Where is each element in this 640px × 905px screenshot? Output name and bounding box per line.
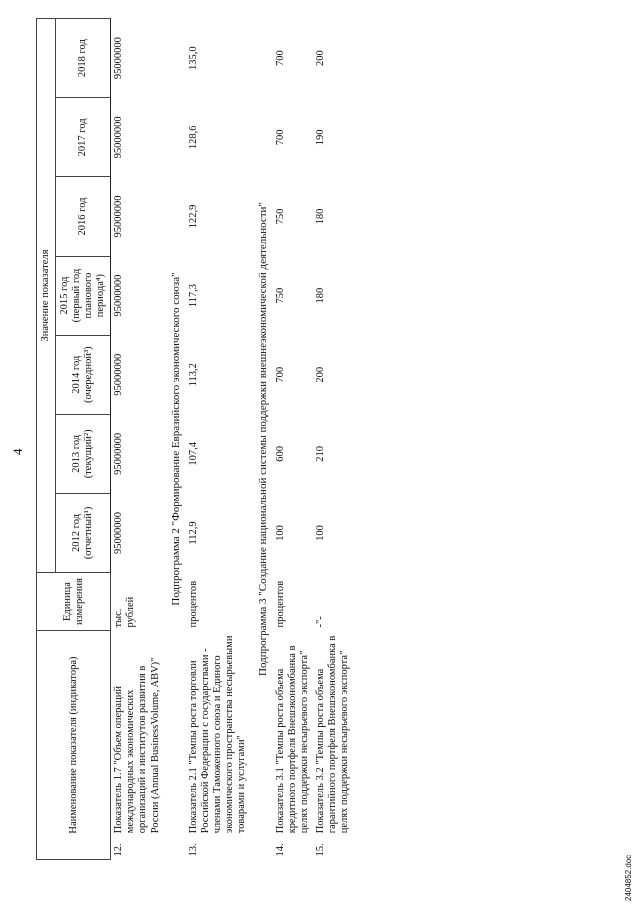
- value-cell: 128,6: [188, 125, 200, 150]
- row-number: 14.: [275, 843, 287, 857]
- value-cell: 95000000: [113, 37, 125, 80]
- value-cell: 180: [315, 208, 327, 225]
- value-cell: 95000000: [113, 353, 125, 396]
- value-cell: 107,4: [188, 442, 200, 466]
- header-year-2016: 2016 год: [56, 177, 111, 256]
- row-number: 12.: [113, 843, 125, 857]
- value-cell: 117,3: [188, 283, 200, 308]
- value-cell: 190: [315, 129, 327, 146]
- unit-cell: тыс. рублей: [113, 596, 137, 628]
- indicator-name: Показатель 1.7 "Объем операций международных экономических организаций и институтов развития в России (Annual BusinessVolume, ABV)": [113, 657, 161, 834]
- header-year-2012: 2012 год (отчетный¹): [56, 493, 111, 572]
- value-cell: 700: [275, 366, 287, 383]
- value-cell: 700: [275, 50, 287, 67]
- unit-cell: процентов: [188, 580, 200, 628]
- value-cell: 200: [315, 50, 327, 67]
- document-id: 2404852.doc: [624, 854, 633, 901]
- table-row: [273, 19, 313, 860]
- value-cell: 95000000: [113, 195, 125, 238]
- table-row: [111, 19, 164, 860]
- header-year-2015: 2015 год (первый год планового периода⁴): [56, 256, 111, 335]
- subprogram-heading: [164, 19, 187, 860]
- value-cell: 112,9: [188, 521, 200, 545]
- header-year-2013: 2013 год (текущий²): [56, 414, 111, 493]
- value-cell: 600: [275, 445, 287, 462]
- value-cell: 750: [275, 208, 287, 225]
- value-cell: 122,9: [188, 204, 200, 229]
- subprogram-3-title: Подпрограмма 3 "Создание национальной системы поддержки внешнеэкономической деятельности": [256, 202, 269, 676]
- subprogram-2-title: Подпрограмма 2 "Формирование Евразийского экономического союза": [169, 272, 182, 606]
- row-number: 15.: [315, 843, 327, 857]
- value-cell: 750: [275, 287, 287, 304]
- value-cell: 100: [315, 525, 327, 541]
- indicators-table: [36, 18, 354, 860]
- unit-cell: -"-: [315, 616, 327, 628]
- value-cell: 95000000: [113, 511, 125, 554]
- table-row: [313, 19, 353, 860]
- header-year-2018: 2018 год: [56, 19, 111, 98]
- header-indicator-name: Наименование показателя (индикатора): [37, 631, 111, 860]
- value-cell: 95000000: [113, 116, 125, 159]
- indicator-name: Показатель 3.2 "Темпы роста объема гарантийного портфеля Внешэкономбанка в целях поддержки несырьевого экспорта": [315, 635, 351, 834]
- indicator-name: Показатель 3.1 "Темпы роста объема кредитного портфеля Внешэкономбанка в целях поддержки несырьевого экспорта": [275, 645, 311, 834]
- header-year-2017: 2017 год: [56, 98, 111, 177]
- value-cell: 210: [315, 445, 327, 462]
- value-cell: 700: [275, 129, 287, 146]
- value-cell: 100: [275, 525, 287, 541]
- table-row: [186, 19, 250, 860]
- value-cell: 113,2: [188, 363, 200, 387]
- unit-cell: процентов: [275, 580, 287, 628]
- value-cell: 180: [315, 287, 327, 304]
- indicator-name: Показатель 2.1 "Темпы роста торговли Российской Федерации с государствами - членами Таможенного союза и Единого экономического пространства несырьевыми товарами и услугами": [188, 635, 248, 834]
- value-cell: 95000000: [113, 432, 125, 475]
- subprogram-heading: [251, 19, 274, 860]
- value-cell: 200: [315, 366, 327, 383]
- value-cell: 95000000: [113, 274, 125, 317]
- header-value-group: Значение показателя: [37, 19, 56, 573]
- header-year-2014: 2014 год (очередной³): [56, 335, 111, 414]
- header-unit: Единица измерения: [37, 573, 111, 631]
- value-cell: 135,0: [188, 46, 200, 70]
- page-number: 4: [10, 448, 25, 455]
- row-number: 13.: [188, 843, 200, 857]
